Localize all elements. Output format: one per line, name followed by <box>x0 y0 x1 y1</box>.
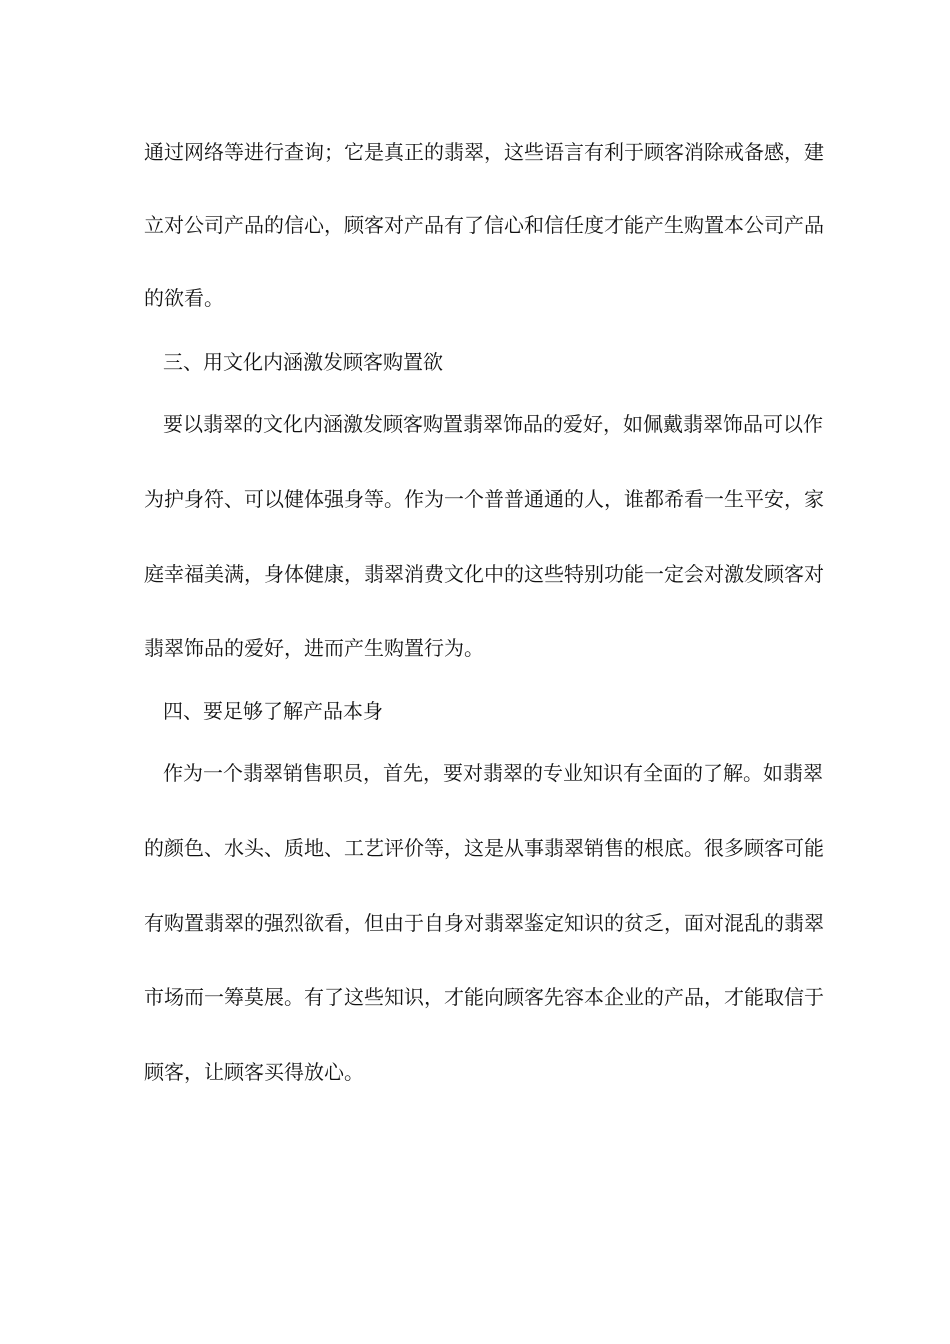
paragraph-3-line-5: 顾客，让顾客买得放心。 <box>144 1060 364 1084</box>
section-heading-3: 三、用文化内涵激发顾客购置欲 <box>163 350 443 374</box>
paragraph-2-line-1: 要以翡翠的文化内涵激发顾客购置翡翠饰品的爱好，如佩戴翡翠饰品可以作 <box>163 412 823 436</box>
paragraph-2-line-2: 为护身符、可以健体强身等。作为一个普普通通的人，谁都希看一生平安，家 <box>144 487 824 511</box>
paragraph-3-line-4: 市场而一筹莫展。有了这些知识，才能向顾客先容本企业的产品，才能取信于 <box>144 985 824 1009</box>
paragraph-2-line-4: 翡翠饰品的爱好，进而产生购置行为。 <box>144 636 484 660</box>
paragraph-1-line-1: 通过网络等进行查询；它是真正的翡翠，这些语言有利于顾客消除戒备感，建 <box>144 140 824 164</box>
paragraph-3-line-2: 的颜色、水头、质地、工艺评价等，这是从事翡翠销售的根底。很多顾客可能 <box>144 836 824 860</box>
paragraph-3-line-3: 有购置翡翠的强烈欲看，但由于自身对翡翠鉴定知识的贫乏，面对混乱的翡翠 <box>144 911 824 935</box>
paragraph-2-line-3: 庭幸福美满，身体健康，翡翠消费文化中的这些特别功能一定会对激发顾客对 <box>144 562 824 586</box>
paragraph-1-line-2: 立对公司产品的信心，顾客对产品有了信心和信任度才能产生购置本公司产品 <box>144 213 824 237</box>
paragraph-3-line-1: 作为一个翡翠销售职员，首先，要对翡翠的专业知识有全面的了解。如翡翠 <box>163 761 823 785</box>
section-heading-4: 四、要足够了解产品本身 <box>163 699 383 723</box>
paragraph-1-line-3: 的欲看。 <box>144 286 224 310</box>
